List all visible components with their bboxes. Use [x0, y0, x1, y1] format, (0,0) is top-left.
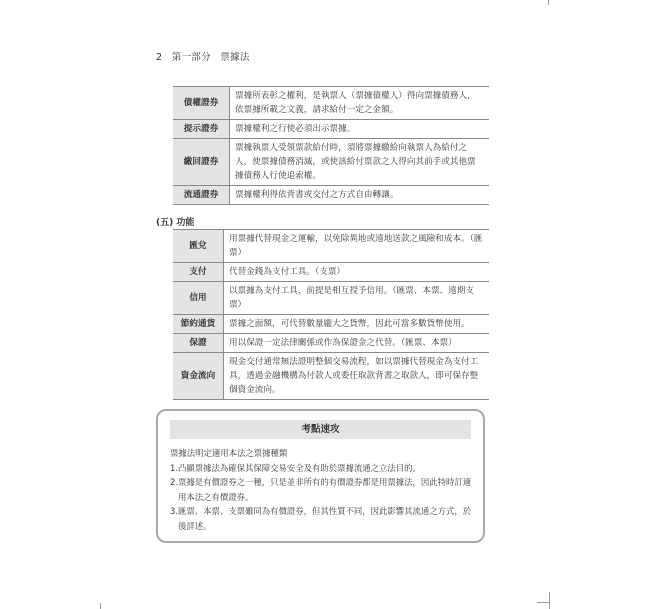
table-row [173, 230, 489, 263]
table-row [173, 186, 489, 205]
desc-cell: 現金交付通常無法證明整個交易流程，如以票據代替現金為支付工具，透過金融機構為付款人或委任取款背書之取款人，即可保存整個資金流向。 [224, 353, 490, 400]
desc-cell: 以票據為支付工具，前提是相互授予信用。（匯票、本票、遠期支票） [224, 282, 490, 315]
keypoints-body [170, 446, 475, 533]
desc-cell: 代替金錢為支付工具。（支票） [224, 263, 490, 282]
desc-cell: 票據之面額，可代替數量龐大之貨幣，因此可當多數貨幣使用。 [224, 315, 490, 334]
term-cell: 保證 [173, 334, 224, 353]
desc-cell: 用以保證一定法律關係或作為保證金之代替。（匯票、本票） [224, 334, 490, 353]
crop-mark [548, 0, 549, 5]
keypoints-title: 考點速攻 [170, 420, 471, 439]
table-row [173, 282, 489, 315]
table-row [173, 334, 489, 353]
desc-cell: 票據執票人受領票款給付時，須將票據繳給向執票人為給付之人，使票據債務消滅，或使該給付票款之人得向其前手或其他票據債務人行使追索權。 [230, 139, 490, 186]
term-cell: 信用 [173, 282, 224, 315]
topic-label: 票據法 [220, 52, 250, 63]
term-cell: 節約通貨 [173, 315, 224, 334]
term-cell: 提示證券 [173, 120, 230, 139]
table-row [173, 87, 489, 120]
desc-cell: 票據權利得依背書或交付之方式自由轉讓。 [230, 186, 490, 205]
part-label: 第一部分 [171, 52, 211, 63]
crop-mark [100, 603, 101, 609]
keypoints-box [156, 409, 485, 543]
term-cell: 支付 [173, 263, 224, 282]
term-cell: 流通證券 [173, 186, 230, 205]
term-cell: 資金流向 [173, 353, 224, 400]
table-row [173, 263, 489, 282]
section-title: (五) 功能 [156, 218, 195, 228]
term-cell: 債權證券 [173, 87, 230, 120]
table-row [173, 139, 489, 186]
crop-mark [537, 602, 549, 603]
table-row [173, 120, 489, 139]
desc-cell: 用票據代替現金之運輸，以免除異地或遠地送款之風險和成本。（匯票） [224, 230, 490, 263]
crop-mark [549, 592, 550, 609]
table-row [173, 315, 489, 334]
table-row [173, 353, 489, 400]
functions-table [173, 229, 489, 400]
keypoint-item: 1.凸顯票據法為確保其保障交易安全及有助於票據流通之立法目的。 [170, 462, 421, 473]
desc-cell: 票據所表彰之權利，是執票人（票據債權人）得向票據債務人，依票據所載之文義，請求給付一定之金額。 [230, 87, 490, 120]
term-cell: 繳回證券 [173, 139, 230, 186]
term-cell: 匯兌 [173, 230, 224, 263]
running-header [156, 49, 256, 63]
keypoint-item: 3.匯票、本票、支票雖同為有價證券，但其性質不同，因此影響其流通之方式，於後詳述。 [170, 506, 472, 531]
keypoint-item: 2.票據是有價證券之一種，只是並非所有的有價證券都是用票據法，因此特時訂適用本法之有價證券。 [170, 477, 472, 502]
keypoints-intro: 票據法明定適用本法之票據種類 [170, 448, 288, 458]
page-number: 2 [156, 52, 163, 63]
securities-table [173, 86, 489, 205]
desc-cell: 票據權利之行使必須出示票據。 [230, 120, 490, 139]
